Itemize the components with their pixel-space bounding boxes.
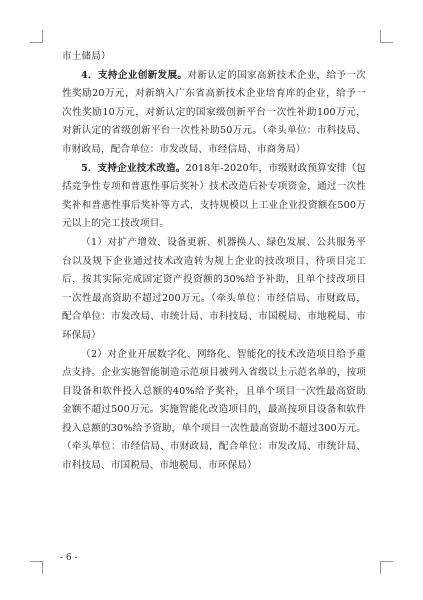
crop-mark-top-left (30, 30, 43, 43)
paragraph-item-2 (62, 346, 366, 476)
paragraph-text: 对新认定的国家高新技术企业，给予一次性奖励20万元，对新纳入广东省高新技术企业培育库的企业，给予一次性奖励10万元，对新认定的国家级创新平台一次性补助100万元，对新认定的省级创新平台一次性补助50万元。（牵头单位：市科技局、市财政局，配合单位：市发改局、市经信局、市商务局） (62, 69, 367, 155)
paragraph-text: （2）对企业开展数字化、网络化、智能化的技术改造项目给予重点支持。企业实施智能制造示范项目被列入省级以上示范名单的，按项目设备和软件投入总额的40%给予奖补，且单个项目一次性最高资助金额不超过500万元。实施智能化改造项目的，最高按项目设备和软件投入总额的30%给予资助，单个项目一次性最高资助不超过300万元。（牵头单位：市经信局、市财政局，配合单位：市发改局、市统计局、市科技局、市国税局、市地税局、市环保局） (62, 348, 366, 472)
section-heading: 4．支持企业创新发展。 (81, 69, 188, 81)
crop-mark-top-right (380, 30, 393, 43)
document-body (62, 48, 366, 476)
paragraph-innovation (62, 67, 366, 160)
section-heading: 5．支持企业技术改造。 (81, 162, 186, 174)
paragraph-item-1 (62, 234, 366, 346)
crop-mark-bottom-right (380, 561, 393, 574)
page-number: - 6 - (60, 553, 78, 563)
paragraph-continuation (62, 48, 366, 67)
paragraph-text: （1）对扩产增效、设备更新、机器换人、绿色发展、公共服务平台以及规下企业通过技术改造转为规上企业的技改项目，待项目完工后，按其实际完成固定资产投资额的30%给予补助，且单个技改项目一次性最高资助不超过200万元。（牵头单位：市经信局、市财政局，配合单位：市发改局、市统计局、市科技局、市国税局、市地税局、市环保局） (62, 236, 366, 341)
paragraph-text: 市土储局） (62, 51, 111, 62)
paragraph-tech-upgrade (62, 160, 366, 234)
crop-mark-bottom-left (30, 561, 43, 574)
paragraph-text: 2018年-2020年，市级财政预算安排（包括竞争性专项和普惠性事后奖补）技术改造后补专项资金，通过一次性奖补和普惠性事后奖补等方式，支持规模以上工业企业投资额在500万元以上的完工技改项目。 (62, 162, 366, 230)
